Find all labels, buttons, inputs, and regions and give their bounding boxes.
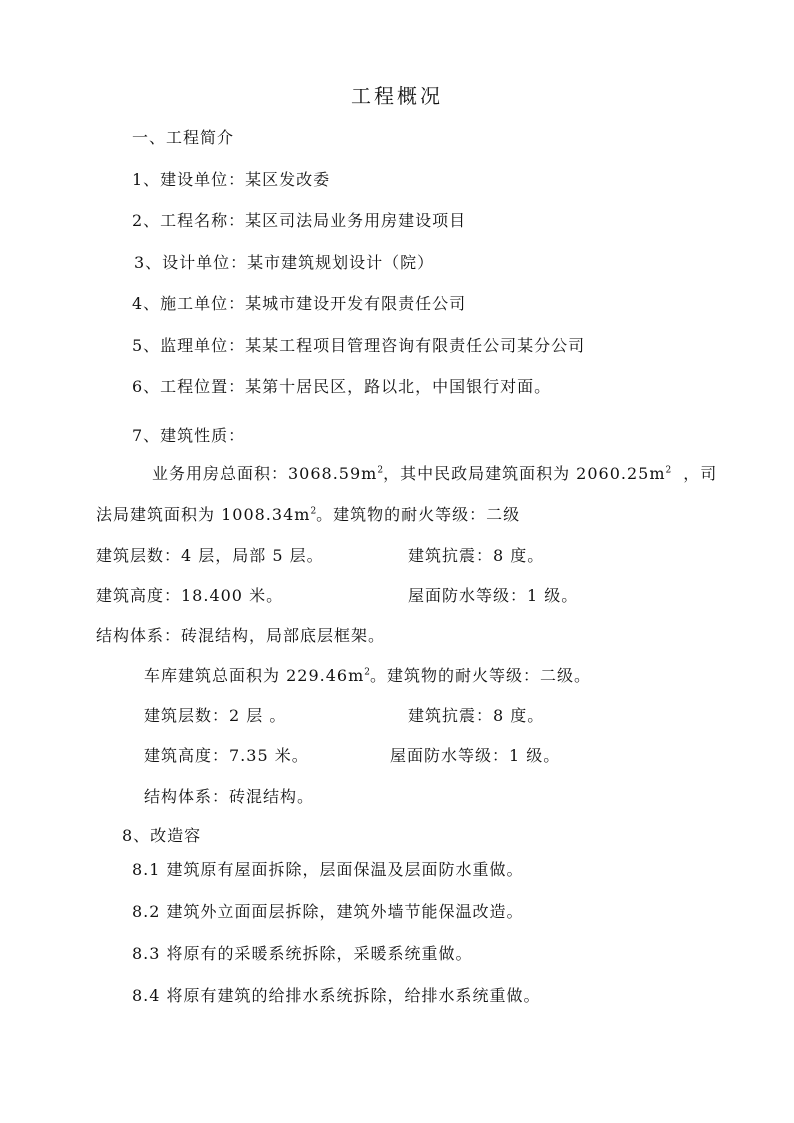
main-structure: 结构体系：砖混结构，局部底层框架。	[96, 626, 386, 645]
garage-waterproof: 屋面防水等级：1 级。	[390, 746, 561, 765]
section-heading-project-intro: 一、工程简介	[132, 128, 235, 147]
item-design-unit: 3、设计单位：某市建筑规划设计（院）	[134, 253, 435, 272]
item-contractor: 4、施工单位：某城市建设开发有限责任公司	[132, 294, 467, 313]
main-floors: 建筑层数：4 层，局部 5 层。	[96, 546, 324, 565]
renovation-item: 8.4 将原有建筑的给排水系统拆除，给排水系统重做。	[132, 986, 541, 1005]
civil-affairs-area: ，其中民政局建筑面积为 2060.25m	[383, 464, 666, 483]
sup-2: 2	[310, 506, 317, 517]
garage-fire-rating: 。建筑物的耐火等级：二级。	[369, 666, 591, 685]
garage-seismic: 建筑抗震：8 度。	[408, 706, 545, 725]
garage-height: 建筑高度：7.35 米。	[144, 746, 309, 765]
sup-2: 2	[665, 465, 672, 476]
item-supervisor: 5、监理单位：某某工程项目管理咨询有限责任公司某分公司	[132, 336, 586, 355]
sup-2: 2	[377, 465, 384, 476]
item-project-name: 2、工程名称：某区司法局业务用房建设项目	[132, 211, 467, 230]
page-title: 工程概况	[351, 84, 443, 108]
justice-area-line	[96, 505, 520, 525]
garage-total-area: 车库建筑总面积为 229.46m	[144, 666, 365, 685]
item-building-nature: 7、建筑性质：	[132, 426, 246, 445]
renovation-item: 8.1 建筑原有屋面拆除，层面保温及层面防水重做。	[132, 860, 524, 879]
renovation-item: 8.3 将原有的采暖系统拆除，采暖系统重做。	[132, 944, 473, 963]
main-height: 建筑高度：18.400 米。	[96, 586, 284, 605]
garage-area-line	[144, 666, 591, 686]
area-continuation: ，司	[683, 464, 718, 483]
renovation-item: 8.2 建筑外立面面层拆除，建筑外墙节能保温改造。	[132, 902, 524, 921]
main-waterproof: 屋面防水等级：1 级。	[408, 586, 579, 605]
item-location: 6、工程位置：某第十居民区，路以北，中国银行对面。	[132, 377, 552, 396]
main-area-line	[152, 464, 717, 484]
justice-bureau-area: 法局建筑面积为 1008.34m	[96, 505, 311, 524]
item-construction-unit: 1、建设单位：某区发改委	[132, 170, 331, 189]
main-seismic: 建筑抗震：8 度。	[408, 546, 545, 565]
garage-floors: 建筑层数：2 层 。	[144, 706, 287, 725]
section-heading-renovation: 8、改造容	[122, 826, 202, 845]
sup-2: 2	[364, 667, 370, 678]
main-total-area: 业务用房总面积：3068.59m	[152, 464, 378, 483]
garage-structure: 结构体系：砖混结构。	[144, 787, 315, 806]
fire-rating: 。建筑物的耐火等级：二级	[316, 505, 521, 524]
